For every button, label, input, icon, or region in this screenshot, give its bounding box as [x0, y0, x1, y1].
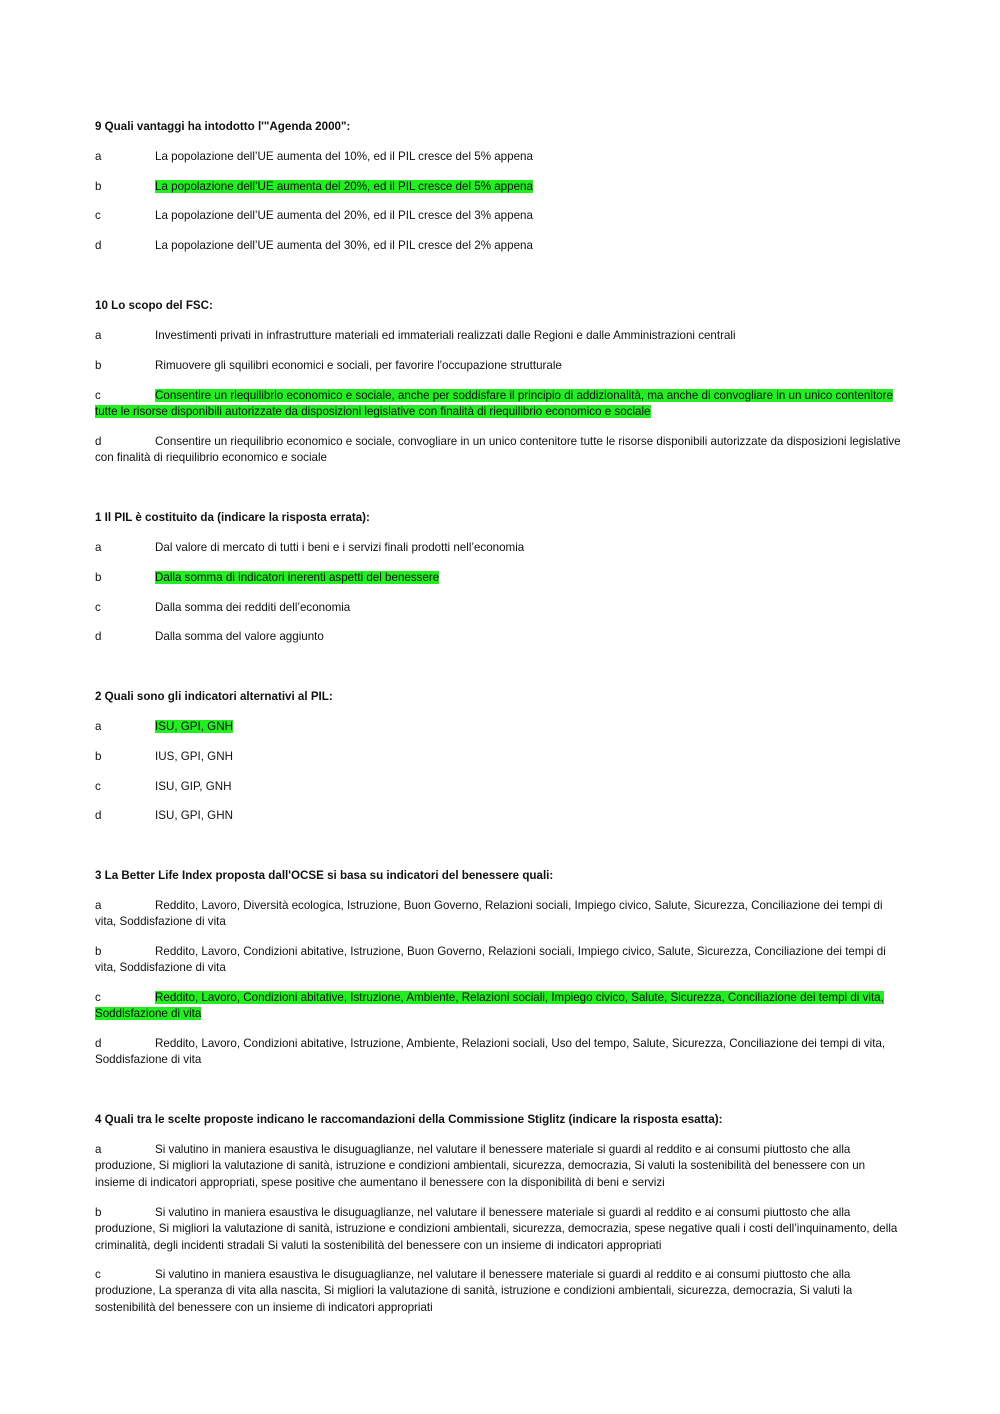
option-text: Reddito, Lavoro, Condizioni abitative, Istruzione, Buon Governo, Relazioni sociali, Impiego civico, Salute, Sicurezza, Conciliazione dei tempi di vita, Soddisfazione di vita	[95, 945, 886, 975]
answer-option	[95, 358, 903, 374]
option-text: Reddito, Lavoro, Diversità ecologica, Istruzione, Buon Governo, Relazioni sociali, Impiego civico, Salute, Sicurezza, Conciliazione dei tempi di vita, Soddisfazione di vita	[95, 899, 883, 929]
answer-option	[95, 629, 903, 645]
answer-option-correct	[95, 990, 903, 1023]
option-text: Si valutino in maniera esaustiva le disuguaglianze, nel valutare il benessere materiale si guardi al reddito e ai consumi piuttosto che alla produzione, Si migliori la valutazione di sanità, istruzione e condizioni ambientali, sicurezza, democrazia, spese negative quali i costi dell’inquinamento, della criminalità, degli incidenti stradali Si valuti la sostenibilità del benessere con un insieme di indicatori appropriati	[95, 1206, 898, 1252]
option-letter: d	[95, 1037, 102, 1050]
option-text: Consentire un riequilibrio economico e sociale, convogliare in un unico contenitore tutte le risorse disponibili autorizzate da disposizioni legislative con finalità di riequilibrio economico e sociale	[95, 435, 901, 465]
answer-option	[95, 149, 903, 165]
option-text: Investimenti privati in infrastrutture materiali ed immateriali realizzati dalle Regioni e dalle Amministrazioni centrali	[155, 329, 736, 342]
answer-option	[95, 1036, 903, 1069]
answer-option-correct	[95, 388, 903, 421]
option-letter: c	[95, 991, 101, 1004]
option-letter: b	[95, 359, 102, 372]
answer-option	[95, 944, 903, 977]
option-text: Si valutino in maniera esaustiva le disuguaglianze, nel valutare il benessere materiale si guardi al reddito e ai consumi piuttosto che alla produzione, Si migliori la valutazione di sanità, istruzione e condizioni ambientali, sicurezza, democrazia, Si valuti la sostenibilità del benessere con un insieme di indicatori appropriati, spese positive che aumentano il benessere con la disponibilità di beni e servizi	[95, 1143, 866, 1189]
question-title: 4 Quali tra le scelte proposte indicano le raccomandazioni della Commissione Stiglitz (indicare la risposta esatta):	[95, 1113, 723, 1126]
option-letter: b	[95, 1206, 102, 1219]
question-title: 9 Quali vantaggi ha intodotto l'"Agenda 2000":	[95, 120, 351, 133]
answer-option	[95, 434, 903, 467]
option-text: Rimuovere gli squilibri economici e sociali, per favorire l'occupazione strutturale	[155, 359, 562, 372]
option-text: IUS, GPI, GNH	[155, 750, 233, 763]
option-letter: c	[95, 780, 101, 793]
option-letter: c	[95, 601, 101, 614]
option-text-highlighted: ISU, GPI, GNH	[155, 720, 233, 733]
answer-option	[95, 808, 903, 824]
option-text: ISU, GPI, GHN	[155, 809, 233, 822]
option-text: ISU, GIP, GNH	[155, 780, 232, 793]
option-letter: a	[95, 150, 102, 163]
answer-option	[95, 328, 903, 344]
option-letter: a	[95, 720, 102, 733]
option-letter: a	[95, 899, 102, 912]
option-text: La popolazione dell’UE aumenta del 10%, ed il PIL cresce del 5% appena	[155, 150, 533, 163]
option-letter: a	[95, 329, 102, 342]
answer-option	[95, 1142, 903, 1191]
option-text: La popolazione dell’UE aumenta del 20%, ed il PIL cresce del 3% appena	[155, 209, 533, 222]
option-letter: c	[95, 1268, 101, 1281]
answer-option	[95, 600, 903, 616]
option-letter: c	[95, 389, 101, 402]
option-text-highlighted: La popolazione dell’UE aumenta del 20%, ed il PIL cresce del 5% appena	[155, 180, 533, 193]
option-letter: b	[95, 750, 102, 763]
option-letter: b	[95, 180, 102, 193]
answer-option	[95, 749, 903, 765]
option-letter: a	[95, 1143, 102, 1156]
question-title: 2 Quali sono gli indicatori alternativi al PIL:	[95, 690, 333, 703]
answer-option-correct	[95, 179, 903, 195]
option-text: Dalla somma dei redditi dell’economia	[155, 601, 351, 614]
option-text: Dalla somma del valore aggiunto	[155, 630, 324, 643]
option-letter: d	[95, 239, 102, 252]
option-text: Reddito, Lavoro, Condizioni abitative, Istruzione, Ambiente, Relazioni sociali, Uso del tempo, Salute, Sicurezza, Conciliazione dei tempi di vita, Soddisfazione di vita	[95, 1037, 886, 1067]
answer-option	[95, 208, 903, 224]
answer-option	[95, 1267, 903, 1316]
option-letter: d	[95, 435, 102, 448]
answer-option	[95, 779, 903, 795]
question-title: 10 Lo scopo del FSC:	[95, 299, 213, 312]
option-letter: d	[95, 809, 102, 822]
option-text: La popolazione dell’UE aumenta del 30%, ed il PIL cresce del 2% appena	[155, 239, 533, 252]
answer-option-correct	[95, 719, 903, 735]
option-text: Dal valore di mercato di tutti i beni e i servizi finali prodotti nell’economia	[155, 541, 525, 554]
option-letter: d	[95, 630, 102, 643]
option-text-highlighted: Consentire un riequilibrio economico e sociale, anche per soddisfare il principio di addizionalità, ma anche di convogliare in un unico contenitore tutte le risorse disponibili autorizzate da disposizioni legislative con finalità di riequilibrio economico e sociale	[95, 389, 893, 419]
option-letter: b	[95, 571, 102, 584]
option-letter: c	[95, 209, 101, 222]
answer-option	[95, 898, 903, 931]
answer-option	[95, 1205, 903, 1254]
answer-option-correct	[95, 570, 903, 586]
question-title: 1 Il PIL è costituito da (indicare la risposta errata):	[95, 511, 370, 524]
answer-option	[95, 238, 903, 254]
option-letter: b	[95, 945, 102, 958]
option-text: Si valutino in maniera esaustiva le disuguaglianze, nel valutare il benessere materiale si guardi al reddito e ai consumi piuttosto che alla produzione, La speranza di vita alla nascita, Si migliori la valutazione di sanità, istruzione e condizioni ambientali, sicurezza, democrazia, Si valuti la sostenibilità del benessere con un insieme di indicatori appropriati	[95, 1268, 853, 1314]
option-letter: a	[95, 541, 102, 554]
question-title: 3 La Better Life Index proposta dall'OCSE si basa su indicatori del benessere quali:	[95, 869, 554, 882]
option-text-highlighted: Reddito, Lavoro, Condizioni abitative, Istruzione, Ambiente, Relazioni sociali, Impiego civico, Salute, Sicurezza, Conciliazione dei tempi di vita, Soddisfazione di vita	[95, 991, 884, 1021]
option-text-highlighted: Dalla somma di indicatori inerenti aspetti del benessere	[155, 571, 440, 584]
answer-option	[95, 540, 903, 556]
